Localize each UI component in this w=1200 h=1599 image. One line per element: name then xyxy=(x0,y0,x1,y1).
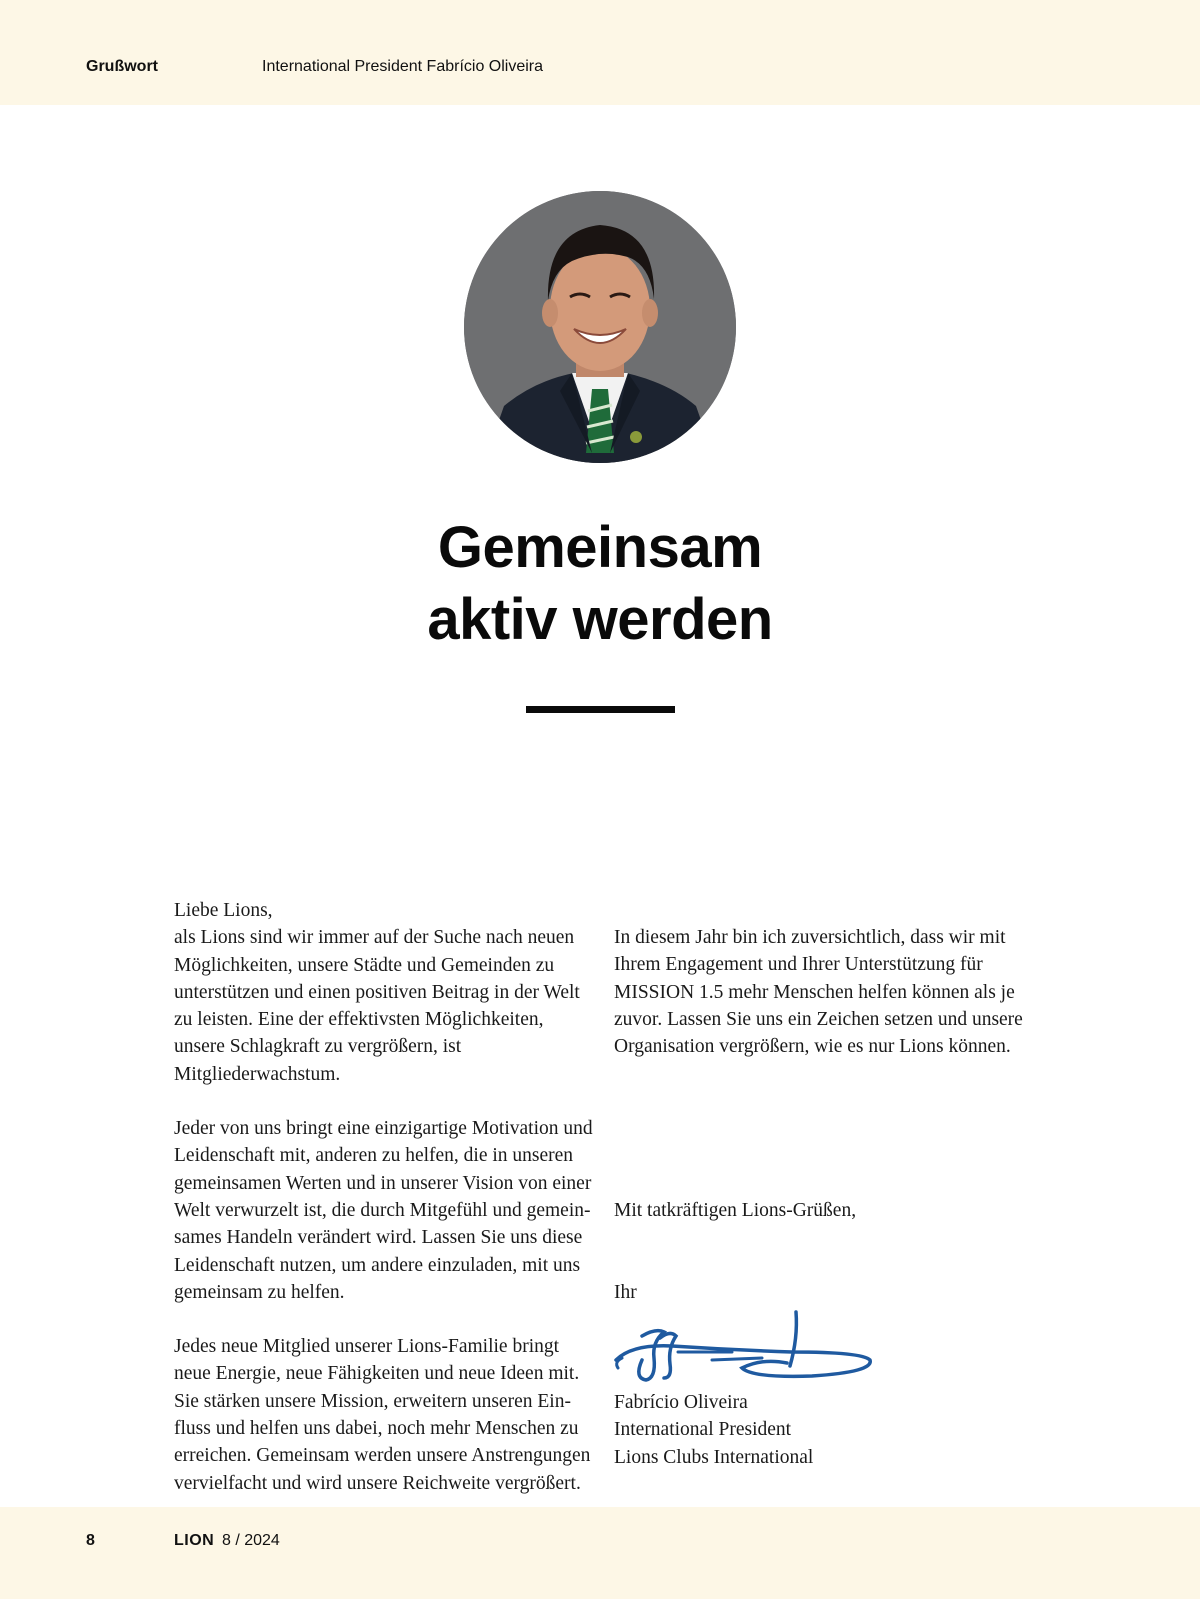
portrait-photo-icon xyxy=(464,191,736,463)
page-number: 8 xyxy=(86,1532,95,1549)
paragraph-4: In diesem Jahr bin ich zuversichtlich, dass wir mit Ihrem Engagement und Ihrer Unterstützung für MISSION 1.5 mehr Menschen helfen können als je zuvor. Lassen Sie uns ein Zeichen setzen und unsere Organisation vergrößern, wie es nur Lions können. xyxy=(614,927,1023,1058)
title-divider xyxy=(526,706,675,713)
page-title xyxy=(300,512,900,656)
signer-block xyxy=(614,1389,813,1471)
salutation: Liebe Lions, xyxy=(174,900,273,921)
paragraph-1: als Lions sind wir immer auf der Suche nach neuen Möglichkeiten, unsere Städte und Gemeinden zu unterstützen und einen positiven Beitrag in der Welt zu leisten. Eine der effektivsten Möglichkeiten, unsere Schlagkraft zu vergrößern, ist Mitgliederwachstum. xyxy=(174,927,580,1085)
president-portrait xyxy=(464,191,736,463)
magazine-name: LION xyxy=(174,1532,215,1549)
paragraph-3: Jedes neue Mitglied unserer Lions-Familie bringt neue Energie, neue Fähigkeiten und neue Ideen mit. Sie stärken unsere Mission, erweitern unseren Einfluss und helfen uns dabei, noch mehr Menschen zu erreichen. Gemeinsam werden unsere Anstrengungen vervielfacht und wird unsere Reichweite vergrößert. xyxy=(174,1336,591,1494)
page-header xyxy=(0,0,1200,105)
letter-column-left xyxy=(174,897,594,1497)
signer-name: Fabrício Oliveira xyxy=(614,1392,748,1413)
paragraph-2: Jeder von uns bringt eine einzigartige Motivation und Leidenschaft mit, anderen zu helfen, die in unseren gemeinsamen Werten und in unserer Vision von einer Welt verwurzelt ist, die durch Mitgefühl und gemeinsames Handeln verändert wird. Lassen Sie uns diese Leidenschaft nutzen, um andere einzuladen, mit uns gemeinsam zu helfen. xyxy=(174,1118,593,1303)
closing-ihr: Ihr xyxy=(614,1282,637,1303)
issue-number: 8 / 2024 xyxy=(222,1532,280,1549)
title-line-1: Gemeinsam xyxy=(437,515,763,580)
page-footer xyxy=(0,1507,1200,1599)
closing-line: Mit tatkräftigen Lions-Grüßen, xyxy=(614,1200,857,1221)
signature-icon xyxy=(612,1308,882,1388)
letter-column-right xyxy=(614,924,1034,1060)
signer-organization: Lions Clubs International xyxy=(614,1446,814,1468)
signer-title: International President xyxy=(614,1419,792,1441)
section-label: Grußwort xyxy=(86,58,158,75)
title-line-2: aktiv werden xyxy=(427,587,773,652)
header-subtitle: International President Fabrício Oliveira xyxy=(262,58,544,75)
